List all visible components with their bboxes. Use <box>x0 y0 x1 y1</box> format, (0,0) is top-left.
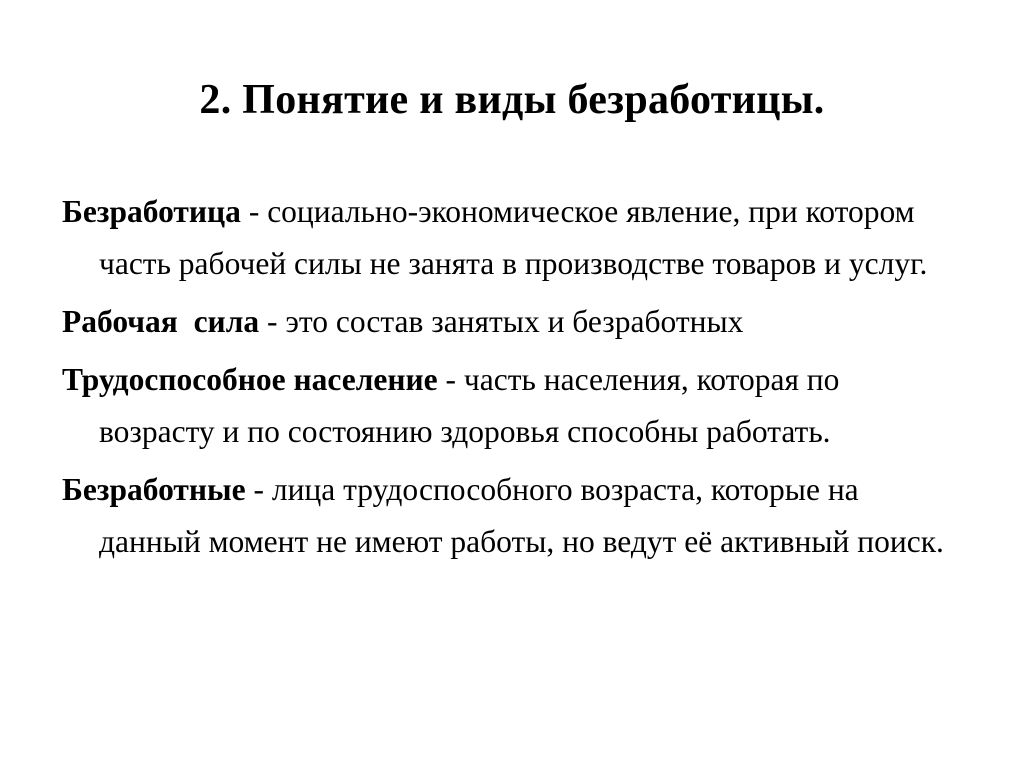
definition-separator: - <box>259 304 286 339</box>
definition-unemployed <box>62 464 962 568</box>
definition-term: Рабочая сила <box>62 304 260 339</box>
definition-term: Безработные <box>62 472 246 507</box>
slide-title: 2. Понятие и виды безработицы. <box>199 77 825 123</box>
definition-term: Трудоспособное население <box>62 362 438 397</box>
definition-text: часть населения, которая по возрасту и по состоянию здоровья способны работать. <box>99 362 840 449</box>
definition-text: социально-экономическое явление, при котором часть рабочей силы не занята в производстве товаров и услуг. <box>99 194 928 281</box>
definition-separator: - <box>437 362 464 397</box>
definition-separator: - <box>245 472 272 507</box>
definition-able-bodied-population <box>62 354 962 458</box>
definition-unemployment <box>62 186 962 290</box>
definition-separator: - <box>240 194 268 229</box>
definition-text: это состав занятых и безработных <box>285 304 744 339</box>
definitions-list <box>62 186 962 574</box>
definition-term: Безработица <box>62 194 241 229</box>
definition-text: лица трудоспособного возраста, которые на данный момент не имеют работы, но ведут её активный поиск. <box>99 472 944 559</box>
definition-labor-force <box>62 296 962 348</box>
